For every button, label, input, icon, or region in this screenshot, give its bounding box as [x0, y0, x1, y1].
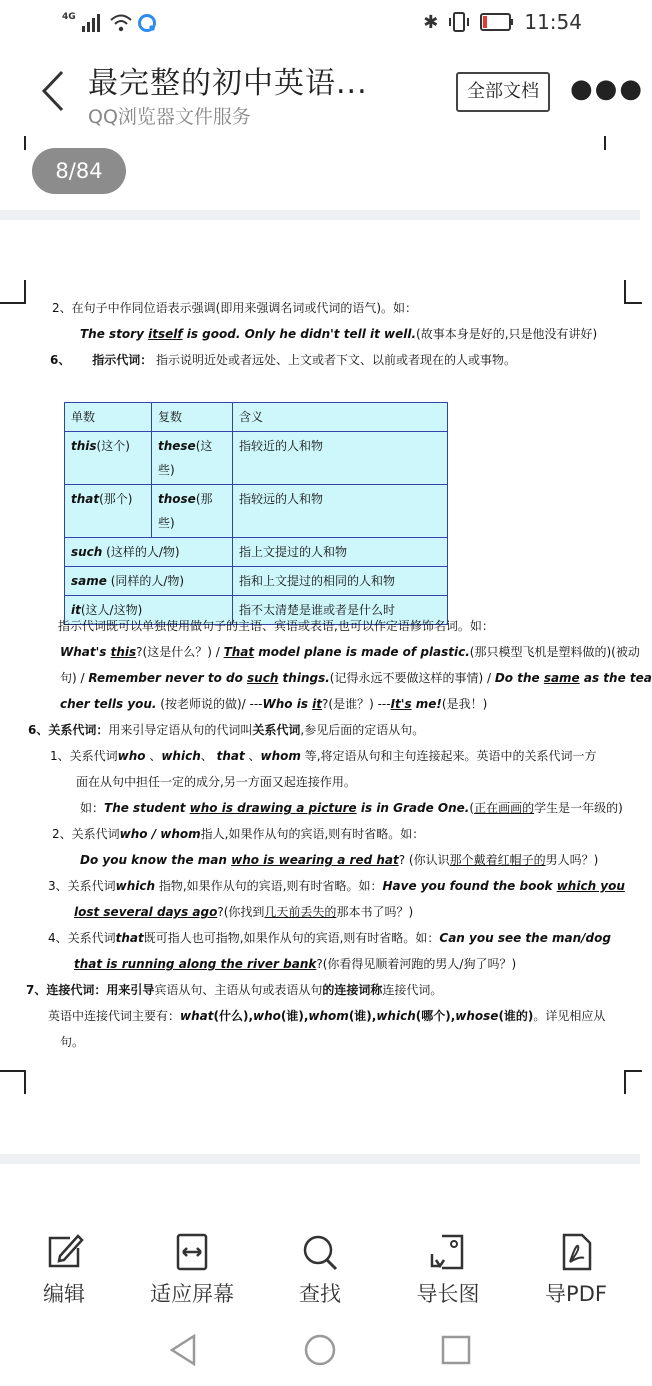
text-run: who is drawing a picture: [189, 801, 357, 815]
text-run: which: [376, 1009, 416, 1023]
qq-browser-icon: [138, 14, 156, 32]
text-run: that is running along the river bank: [74, 957, 317, 971]
text-run: 指物,如果作从句的宾语,则有时省略。如：: [155, 879, 383, 893]
text-run: 3、关系代词: [48, 879, 116, 893]
text-run: 4、关系代词: [48, 931, 116, 945]
text-run: this: [110, 645, 137, 659]
bottom-toolbar: [0, 1226, 640, 1312]
text-run: (这样的人/物): [102, 545, 180, 559]
fit-screen-label: 适应屏幕: [150, 1282, 234, 1306]
edit-icon: [44, 1232, 84, 1272]
text-line: [48, 930, 611, 946]
text-run: is in Grade One.: [356, 801, 470, 815]
table-cell: 指较远的人和物: [233, 485, 448, 538]
network-type: 4G: [62, 12, 76, 22]
text-line: [80, 852, 598, 868]
table-cell: [152, 485, 233, 538]
text-run: model plane is made of plastic.: [254, 645, 470, 659]
text-run: (按老师说的做)/ ---: [156, 697, 263, 711]
text-run: who / whom: [119, 827, 201, 841]
text-run: It's: [390, 697, 412, 711]
text-run: this: [71, 439, 97, 453]
text-run: (是我！): [441, 697, 488, 711]
text-run: 2、关系代词: [52, 827, 120, 841]
text-run: such: [247, 671, 279, 685]
text-run: who is wearing a red hat: [231, 853, 399, 867]
text-run: What's: [60, 645, 111, 659]
search-button[interactable]: [256, 1226, 384, 1312]
text-line: [74, 904, 413, 920]
table-header: 含义: [233, 403, 448, 432]
text-run: (故事本身是好的,只是他没有讲好): [416, 327, 598, 341]
app-bar: [0, 48, 645, 136]
nav-recents-icon[interactable]: [438, 1332, 474, 1368]
text-run: 些): [158, 516, 175, 530]
text-run: ? (你认识: [398, 853, 450, 867]
status-bar: [0, 0, 640, 48]
document-source: QQ浏览器文件服务: [88, 106, 251, 128]
text-run: same: [71, 574, 107, 588]
text-run: ?(这是什么？) /: [136, 645, 224, 659]
crop-mark: [24, 136, 48, 150]
search-label: 查找: [299, 1282, 341, 1306]
more-options-button[interactable]: [570, 74, 644, 104]
table-header: 单数: [65, 403, 152, 432]
wifi-icon: [110, 14, 132, 32]
text-run: 用来引导: [106, 983, 155, 997]
table-cell: [65, 432, 152, 485]
text-run: 等,将定语从句和主句连接起来。英语中的关系代词一方: [300, 749, 597, 763]
export-long-image-button[interactable]: [384, 1226, 512, 1312]
text-run: 学生是一年级的): [534, 801, 623, 815]
bluetooth-icon: ✱: [423, 11, 439, 33]
text-run: (这: [195, 439, 213, 453]
text-run: 宾语从句、主语从句或表语从句: [154, 983, 323, 997]
text-run: 的连接词称: [322, 983, 383, 997]
text-run: that: [71, 492, 100, 506]
search-icon: [300, 1232, 340, 1272]
text-run: ?(是谁？) ---: [322, 697, 391, 711]
text-line: [80, 800, 623, 816]
document-page: [0, 220, 652, 1154]
status-right: [423, 10, 582, 34]
text-run: The student: [104, 801, 190, 815]
text-run: Can you see the man/dog: [439, 931, 611, 945]
text-run: ,参见后面的定语从句。: [300, 723, 425, 737]
text-line: [48, 878, 625, 894]
document-title: 最完整的初中英语...: [88, 66, 368, 101]
table-header: 复数: [152, 403, 233, 432]
crop-mark: [0, 1070, 26, 1094]
text-run: (那个): [99, 492, 133, 506]
text-run: 。详见相应从: [533, 1009, 606, 1023]
text-run: 男人吗？): [545, 853, 599, 867]
fit-screen-icon: [172, 1232, 212, 1272]
text-run: 1、关系代词: [50, 749, 118, 763]
text-run: (同样的人/物): [106, 574, 185, 588]
text-run: whose: [455, 1009, 499, 1023]
table-row: [65, 485, 448, 538]
export-pdf-icon: [556, 1232, 596, 1272]
document-viewer[interactable]: [0, 136, 652, 1226]
text-line: [60, 670, 652, 686]
crop-mark: [604, 136, 628, 150]
text-run: is good. Only he didn't tell it well.: [182, 327, 417, 341]
text-run: (什么),: [213, 1009, 254, 1023]
text-run: Remember never to do: [88, 671, 248, 685]
text-line: [80, 326, 597, 342]
back-button[interactable]: [36, 66, 80, 116]
crop-mark: [624, 1070, 642, 1094]
text-run: 那个戴着红帽子的: [449, 853, 546, 867]
text-run: 句) /: [60, 671, 89, 685]
text-run: itself: [148, 327, 183, 341]
text-run: whom: [260, 749, 301, 763]
text-run: these: [158, 439, 196, 453]
text-run: as the tea: [579, 671, 652, 685]
battery-icon: [480, 13, 514, 31]
table-cell: 指不太清楚是谁或者是什么时: [233, 596, 448, 625]
text-run: (那只模型飞机是塑料做的)(被动: [469, 645, 640, 659]
table-cell: 指较近的人和物: [233, 432, 448, 485]
text-run: (记得永远不要做这样的事情) /: [329, 671, 495, 685]
export-long-image-icon: [428, 1232, 468, 1272]
all-documents-button[interactable]: 全部文档: [456, 72, 550, 112]
text-run: that: [216, 749, 245, 763]
text-run: (谁),: [348, 1009, 377, 1023]
text-run: (这人/这物): [80, 603, 143, 617]
clock: 11:54: [524, 10, 582, 34]
text-run: 指人,如果作从句的宾语,则有时省略。如：: [200, 827, 425, 841]
text-run: Who is: [262, 697, 313, 711]
text-line: [52, 300, 417, 316]
vibrate-icon: [448, 12, 470, 32]
text-run: those: [158, 492, 196, 506]
back-arrow-icon: [36, 66, 80, 116]
text-run: 如：: [80, 801, 105, 815]
text-run: 英语中连接代词主要有：: [48, 1009, 181, 1023]
text-run: 指示说明近处或者远处、上文或者下文、以前或者现在的人或事物。: [152, 353, 517, 367]
page-indicator: 8/84: [32, 148, 126, 194]
table-cell: [65, 485, 152, 538]
table-cell: [65, 567, 233, 596]
text-line: [60, 644, 640, 660]
text-run: Do you know the man: [80, 853, 232, 867]
text-run: That: [223, 645, 255, 659]
text-run: whom: [308, 1009, 349, 1023]
text-run: lost several days ago: [74, 905, 218, 919]
text-run: (谁),: [280, 1009, 309, 1023]
text-run: what: [180, 1009, 214, 1023]
text-run: (哪个),: [415, 1009, 456, 1023]
text-line: 指示代词既可以单独使用做句子的主语、宾语或表语,也可以作定语修饰名词。如：: [58, 619, 494, 633]
text-run: (: [469, 801, 475, 815]
text-run: cher tells you.: [60, 697, 157, 711]
table-cell: 指和上文提过的相同的人和物: [233, 567, 448, 596]
text-run: which: [115, 879, 156, 893]
text-run: it: [71, 603, 81, 617]
text-run: which: [161, 749, 201, 763]
demonstrative-pronoun-table: [64, 402, 448, 625]
export-pdf-label: 导PDF: [545, 1282, 607, 1306]
text-run: 6、: [50, 353, 71, 367]
text-run: me!: [411, 697, 442, 711]
text-run: same: [543, 671, 580, 685]
text-run: ?(你找到: [217, 905, 265, 919]
text-line: [74, 956, 516, 972]
table-row: [65, 538, 448, 567]
text-run: 7、连接代词：: [26, 983, 107, 997]
text-run: things.: [278, 671, 330, 685]
text-run: 连接代词。: [382, 983, 443, 997]
export-long-image-label: 导长图: [416, 1282, 480, 1306]
text-run: 既可指人也可指物,如果作从句的宾语,则有时省略。如：: [143, 931, 440, 945]
crop-mark: [624, 280, 642, 304]
text-run: who: [117, 749, 146, 763]
text-run: 2、在句子中作同位语表示强调(即用来强调名词或代词的语气)。如：: [52, 301, 418, 315]
text-run: 指示代词：: [92, 353, 153, 367]
text-run: 些): [158, 463, 175, 477]
text-run: 正在画画的: [474, 801, 535, 815]
text-run: Do the: [494, 671, 544, 685]
text-line: [50, 352, 516, 368]
nav-back-icon[interactable]: [166, 1332, 202, 1368]
text-line: 句。: [60, 1035, 85, 1049]
crop-mark: [0, 280, 26, 304]
signal-icon: [82, 14, 104, 32]
text-run: it: [312, 697, 323, 711]
text-run: (那: [195, 492, 213, 506]
text-run: who: [253, 1009, 281, 1023]
text-line: [52, 826, 424, 842]
table-cell: [65, 538, 233, 567]
table-row: [65, 432, 448, 485]
text-line: [60, 696, 487, 712]
text-run: 那本书了吗？): [336, 905, 414, 919]
edit-button[interactable]: [0, 1226, 128, 1312]
more-dots-icon: ●●●: [570, 74, 645, 104]
table-cell: 指上文提过的人和物: [233, 538, 448, 567]
status-left: [62, 12, 156, 32]
nav-home-icon[interactable]: [302, 1332, 338, 1368]
table-row: [65, 567, 448, 596]
text-run: which you: [556, 879, 625, 893]
edit-label: 编辑: [43, 1282, 85, 1306]
text-run: 、: [244, 749, 261, 763]
text-run: 用来引导定语从句的代词叫: [108, 723, 253, 737]
text-run: (这个): [96, 439, 130, 453]
fit-screen-button[interactable]: [128, 1226, 256, 1312]
text-line: 面在从句中担任一定的成分,另一方面又起连接作用。: [76, 775, 356, 789]
text-run: such: [71, 545, 103, 559]
text-run: Have you found the book: [382, 879, 557, 893]
text-run: (谁的): [498, 1009, 534, 1023]
text-run: 、: [200, 749, 217, 763]
export-pdf-button[interactable]: [512, 1226, 640, 1312]
text-run: 关系代词: [252, 723, 301, 737]
text-run: 6、关系代词：: [28, 723, 109, 737]
text-run: ?(你看得见顺着河跑的男人/狗了吗？): [316, 957, 517, 971]
system-navigation-bar: [0, 1312, 640, 1386]
text-run: 几天前丢失的: [264, 905, 337, 919]
text-run: that: [115, 931, 144, 945]
text-run: 、: [145, 749, 162, 763]
text-run: The story: [80, 327, 149, 341]
text-line: [26, 982, 442, 998]
text-line: [50, 748, 597, 764]
table-header-row: [65, 403, 448, 432]
text-line: [28, 722, 424, 738]
table-cell: [152, 432, 233, 485]
text-line: [48, 1008, 605, 1024]
